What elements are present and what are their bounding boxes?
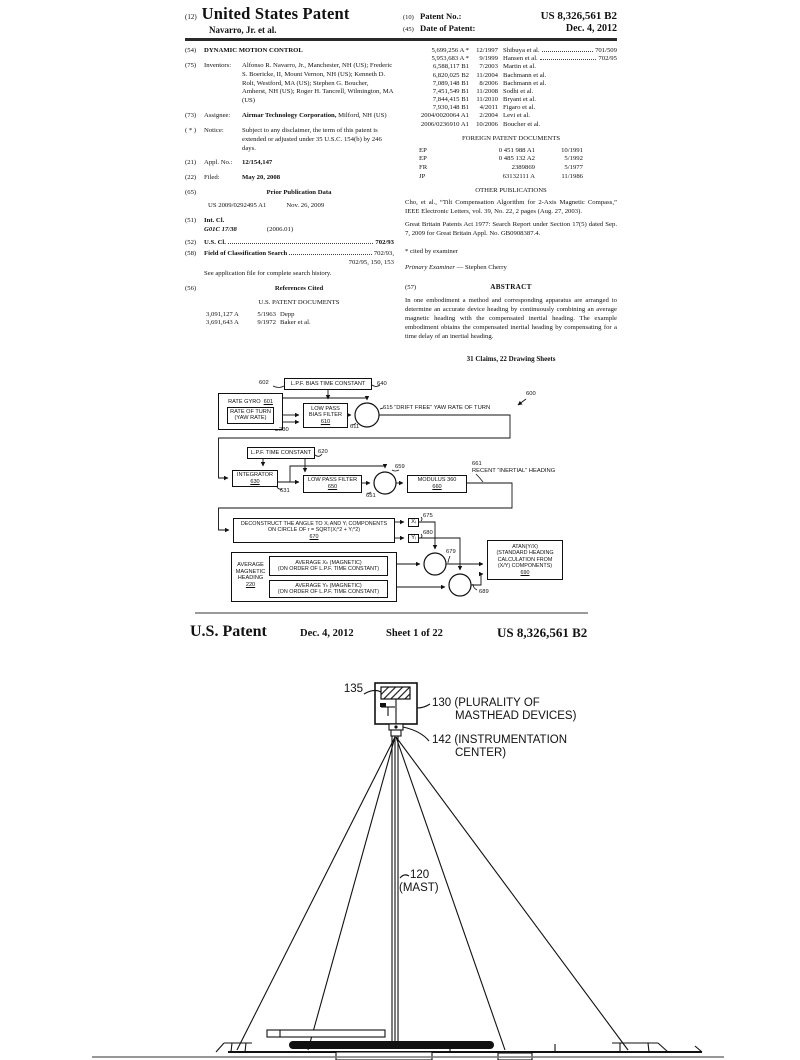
ref-650: 650 bbox=[327, 484, 338, 490]
citation-class: 701/509 bbox=[595, 47, 617, 54]
average-x-box bbox=[269, 556, 388, 576]
claims-line: 31 Claims, 22 Drawing Sheets bbox=[466, 355, 556, 364]
appl-no-label: Appl. No.: bbox=[204, 159, 233, 167]
citation-row bbox=[405, 112, 617, 120]
integrator-box bbox=[232, 470, 278, 487]
field-notice bbox=[185, 127, 394, 154]
country-code: JP bbox=[419, 172, 426, 180]
field-number-10: (10) bbox=[403, 14, 414, 21]
publication-paragraph: Cho, et al., “Tilt Compensation Algorithm for 2-Axis Magnetic Compass,” IEEE Electronic Letters, vol. 39, No. 22, 2 pages (Aug. 27, 2003). bbox=[405, 199, 617, 216]
ref-690: 690 bbox=[520, 569, 530, 576]
citation-ref: 6,588,117 B1 bbox=[433, 63, 469, 71]
ref-601: 601 bbox=[263, 399, 273, 406]
summing-junction-679 bbox=[424, 553, 446, 575]
citation-name: Bryant et al. bbox=[503, 96, 536, 104]
drift-free-output-label bbox=[383, 405, 490, 412]
field-number: (56) bbox=[185, 284, 197, 292]
box-label: Yᵢ bbox=[411, 535, 416, 542]
field-number-57: (57) bbox=[405, 284, 417, 292]
foreign-date: 11/1986 bbox=[561, 172, 583, 180]
label-130-connector bbox=[417, 704, 430, 708]
low-pass-bias-filter-box bbox=[303, 403, 348, 428]
output-label: RECENT “INERTIAL” HEADING bbox=[472, 467, 556, 474]
field-number: (73) bbox=[185, 112, 197, 120]
cabin-structure bbox=[336, 1052, 432, 1060]
x-component-box bbox=[408, 518, 419, 527]
foreign-date: 10/1991 bbox=[561, 146, 583, 154]
field-number: (65) bbox=[185, 189, 197, 197]
sailboat-figure bbox=[0, 650, 800, 1060]
citation-name: Levi et al. bbox=[503, 112, 530, 120]
sheet-date: Dec. 4, 2012 bbox=[300, 628, 354, 639]
prior-publication-heading: Prior Publication Data bbox=[266, 189, 332, 197]
label-line: (MAST) bbox=[399, 882, 439, 895]
us-patent-label: U.S. Patent bbox=[190, 623, 267, 640]
label-135-connector bbox=[364, 690, 381, 694]
field-65-prior-publication bbox=[185, 189, 394, 211]
header-left bbox=[185, 4, 350, 35]
citation-row bbox=[405, 55, 617, 63]
ref-230: 230 bbox=[279, 427, 289, 433]
dotted-leader bbox=[289, 254, 371, 255]
filed-label: Filed: bbox=[204, 174, 220, 182]
box-label: (YAW RATE) bbox=[234, 415, 267, 422]
field-number-45: (45) bbox=[403, 26, 414, 34]
foreign-citation-row bbox=[419, 147, 617, 156]
notice-label: Notice: bbox=[204, 126, 224, 134]
field-number: (51) bbox=[185, 216, 197, 224]
citation-name: Bachmann et al. bbox=[503, 71, 547, 79]
low-pass-filter-box bbox=[303, 475, 362, 493]
us-patent-documents-heading: U.S. PATENT DOCUMENTS bbox=[258, 298, 340, 306]
examiner-label: Primary Examiner bbox=[405, 264, 455, 272]
box-label: MAGNETIC bbox=[235, 568, 266, 575]
ref-600: 600 bbox=[526, 391, 536, 397]
foreign-date: 5/1977 bbox=[564, 163, 583, 171]
deconstruct-angle-box bbox=[233, 518, 395, 543]
citation-date: 7/2003 bbox=[479, 63, 498, 71]
citation-ref: 7,451,549 B1 bbox=[432, 87, 469, 95]
sheet-number: Sheet 1 of 22 bbox=[386, 628, 443, 639]
forestay-line bbox=[237, 737, 395, 1050]
dotted-leader bbox=[228, 243, 373, 244]
citation-ref: 7,844,415 B1 bbox=[432, 96, 469, 104]
examiner-name: — Stephen Cherry bbox=[456, 264, 507, 272]
appl-no-value: 12/154,147 bbox=[242, 159, 273, 167]
citation-name: Boucher et al. bbox=[503, 120, 541, 128]
inventors-value: Alfonso R. Navarro, Jr., Manchester, NH (US); Frederic S. Boericke, II, Mount Vernon, NH (US); Kenneth D. Rolt, Westford, MA (US); Stephen G. Boucher, Amherst, NH (US); Roger H. Tancrell, Wilmington, MA (US) bbox=[242, 61, 394, 105]
field-number: (54) bbox=[185, 47, 197, 54]
ref-631: 631 bbox=[280, 488, 290, 494]
ref-630: 630 bbox=[250, 478, 260, 485]
field-54-title bbox=[185, 47, 394, 56]
ref-660: 660 bbox=[432, 484, 442, 490]
left-column bbox=[185, 47, 394, 365]
ref-651: 651 bbox=[366, 493, 376, 499]
notice-value: Subject to any disclaimer, the term of this patent is extended or adjusted under 35 U.S.C. 154(b) by 246 days. bbox=[242, 126, 382, 152]
abstract-heading-row bbox=[405, 283, 617, 293]
sheet-patent-no: US 8,326,561 B2 bbox=[497, 625, 588, 640]
box-label: AVERAGE Xₕ (MAGNETIC) bbox=[295, 559, 362, 566]
ref-661: 661 bbox=[472, 461, 482, 467]
foreign-patent-documents-heading: FOREIGN PATENT DOCUMENTS bbox=[461, 134, 561, 142]
box-label: DECONSTRUCT THE ANGLE TO Xᵢ AND Yᵢ COMPONENTS bbox=[240, 520, 388, 527]
field-58-classification-search bbox=[185, 250, 394, 279]
lpf-bias-time-constant-box bbox=[284, 378, 372, 390]
box-label: ATAN(Y/X) bbox=[512, 544, 538, 551]
citation-ref: 2004/0020064 A1 bbox=[420, 112, 469, 120]
ref-610: 610 bbox=[320, 418, 331, 425]
invention-title: DYNAMIC MOTION CONTROL bbox=[204, 47, 303, 54]
country-code: FR bbox=[419, 163, 428, 171]
citation-name: Martin et al. bbox=[503, 63, 536, 71]
int-cl-year: (2006.01) bbox=[266, 225, 294, 233]
foreign-ref: 0 485 132 A2 bbox=[498, 155, 535, 163]
citation-ref: 7,089,148 B1 bbox=[432, 79, 469, 87]
citation-row bbox=[405, 80, 617, 88]
box-label: BIAS FILTER bbox=[308, 412, 343, 419]
date-of-patent-value: Dec. 4, 2012 bbox=[565, 23, 617, 35]
ref-680: 680 bbox=[423, 530, 433, 536]
citation-name: Sodhi et al. bbox=[503, 87, 534, 95]
publication-paragraph: Great Britain Patents Act 1977: Search Report under Section 17(5) dated Sep. 7, 2009 for Great Britain Appl. No. GB0908387.4. bbox=[405, 220, 617, 237]
citation-name: Figaro et al. bbox=[503, 104, 536, 112]
box-label: (X/Y) COMPONENTS) bbox=[497, 563, 553, 570]
label-line: MASTHEAD DEVICES) bbox=[455, 710, 577, 723]
search-history-note: See application file for complete search history. bbox=[204, 270, 332, 278]
summing-junction-651 bbox=[374, 472, 396, 494]
label-line: CENTER) bbox=[455, 747, 507, 760]
y-component-box bbox=[408, 534, 419, 543]
publication-number: US 2009/0292495 A1 bbox=[208, 201, 267, 209]
box-label: ON CIRCLE OF r = SQRT(Xᵢ^2 + Yᵢ^2) bbox=[267, 527, 361, 534]
document-title: United States Patent bbox=[201, 4, 350, 23]
box-label: RATE OF TURN bbox=[230, 408, 271, 415]
cited-by-examiner-note: * cited by examiner bbox=[405, 247, 458, 255]
right-column bbox=[405, 47, 617, 365]
mast-label bbox=[399, 869, 439, 895]
header-rule bbox=[185, 38, 617, 41]
citation-ref: 7,930,148 B1 bbox=[432, 104, 469, 112]
rate-gyro-box bbox=[218, 393, 283, 430]
citation-ref: 3,691,643 A bbox=[206, 318, 239, 326]
field-21-appl-no bbox=[185, 159, 394, 168]
citation-class: 702/95 bbox=[598, 55, 617, 63]
citation-name: Shibuya et al. bbox=[503, 47, 540, 54]
foreign-date: 5/1992 bbox=[564, 155, 583, 163]
citation-name: Hansen et al. bbox=[503, 55, 538, 63]
box-label: RATE GYRO bbox=[228, 399, 261, 406]
citation-name: Bachmann et al. bbox=[503, 79, 547, 87]
box-label: Xᵢ bbox=[411, 519, 416, 526]
box-label: LOW PASS bbox=[311, 405, 340, 412]
citation-row bbox=[204, 319, 394, 327]
foreign-citation-row bbox=[419, 164, 617, 173]
foreign-ref: 2389869 bbox=[511, 163, 535, 171]
box-label: LOW PASS FILTER bbox=[307, 477, 358, 484]
page-divider-line bbox=[195, 612, 588, 614]
country-code: EP bbox=[419, 146, 427, 154]
box-label: AVERAGE Yₕ (MAGNETIC) bbox=[295, 582, 362, 589]
lpf-time-constant-box bbox=[247, 447, 315, 459]
field-number: (21) bbox=[185, 159, 197, 167]
ref-611: 611 bbox=[350, 424, 360, 430]
citation-date: 9/1999 bbox=[479, 55, 498, 63]
field-search-value2: 702/95, 150, 153 bbox=[348, 259, 394, 267]
average-magnetic-heading-box bbox=[231, 552, 397, 602]
citation-row bbox=[405, 88, 617, 96]
rate-of-turn-box bbox=[227, 407, 274, 424]
ref-670: 670 bbox=[309, 533, 319, 540]
field-22-filed bbox=[185, 174, 394, 183]
citation-row bbox=[405, 121, 617, 129]
average-y-box bbox=[269, 580, 388, 598]
box-label: CALCULATION FROM bbox=[497, 556, 553, 563]
inventor-surname-line: Navarro, Jr. et al. bbox=[209, 25, 277, 35]
box-label: MODULUS 360 bbox=[417, 477, 457, 484]
citation-date: 5/1963 bbox=[257, 310, 276, 318]
citation-row bbox=[204, 311, 394, 319]
field-number: (22) bbox=[185, 174, 197, 182]
field-75-inventors bbox=[185, 62, 394, 106]
box-label: AVERAGE bbox=[237, 562, 264, 568]
masthead-devices-label bbox=[432, 697, 576, 723]
box-label: INTEGRATOR bbox=[236, 471, 274, 478]
kind-code-number: (12) bbox=[185, 13, 197, 21]
abstract-text: In one embodiment a method and corresponding apparatus are arranged to determine an accurate device heading by continuously combining an average magnetic heading with the compensated inertial heading. The example embodiment obtains the compensated inertial heading by compensating for a time delay of an inertial heading. bbox=[405, 297, 617, 340]
citation-ref: 6,820,025 B2 bbox=[432, 71, 469, 79]
field-search-value1: 702/93, bbox=[373, 250, 394, 258]
assignee-value bbox=[242, 112, 394, 121]
citation-row bbox=[405, 104, 617, 112]
ref-640: 640 bbox=[377, 381, 387, 387]
ref-659: 659 bbox=[395, 464, 405, 470]
citation-ref: 5,953,683 A * bbox=[431, 55, 469, 63]
average-magnetic-heading-title bbox=[234, 562, 267, 588]
foreign-citation-row bbox=[419, 173, 617, 182]
ref-675: 675 bbox=[423, 513, 433, 519]
boom-bar bbox=[289, 1041, 494, 1049]
citation-date: 11/2008 bbox=[476, 87, 498, 95]
box-label: (ON ORDER OF L.P.F. TIME CONSTANT) bbox=[277, 589, 380, 595]
citation-name: Depp bbox=[280, 310, 295, 318]
us-cl-value: 702/93 bbox=[375, 238, 394, 246]
label-142-connector bbox=[403, 727, 429, 741]
box-label: L.P.F. TIME CONSTANT bbox=[250, 449, 312, 456]
citation-row bbox=[405, 96, 617, 104]
field-number: (58) bbox=[185, 250, 197, 258]
assignee-name: Airmar Technology Corporation, bbox=[242, 112, 337, 120]
citation-row bbox=[405, 72, 617, 80]
other-publications-heading: OTHER PUBLICATIONS bbox=[475, 187, 547, 195]
citation-date: 11/2004 bbox=[476, 71, 498, 79]
foreign-citation-row bbox=[419, 155, 617, 164]
dotted-leader bbox=[542, 51, 593, 52]
ref-120: 120 bbox=[410, 869, 430, 881]
date-of-patent-label: Date of Patent: bbox=[420, 23, 476, 34]
heading-computation-block-diagram bbox=[215, 378, 587, 610]
publication-date: Nov. 26, 2009 bbox=[286, 201, 325, 209]
citation-date: 10/2006 bbox=[476, 120, 498, 128]
masthead-sensor bbox=[381, 687, 410, 699]
field-number: ( * ) bbox=[185, 126, 197, 134]
atan-box bbox=[487, 540, 563, 580]
instrumentation-center-label bbox=[432, 734, 567, 760]
ref-689: 689 bbox=[479, 589, 489, 595]
recent-inertial-heading-label bbox=[472, 461, 555, 475]
primary-examiner-line bbox=[405, 264, 617, 273]
ref-679: 679 bbox=[446, 549, 456, 555]
citation-row bbox=[405, 47, 617, 55]
label-line: 142 (INSTRUMENTATION bbox=[432, 734, 568, 746]
citation-date: 4/2011 bbox=[479, 104, 498, 112]
output-label: “DRIFT FREE” YAW RATE OF TURN bbox=[394, 405, 491, 411]
sheet-page-header bbox=[0, 620, 800, 646]
summing-junction-689 bbox=[449, 574, 471, 596]
field-number: (52) bbox=[185, 238, 197, 246]
citation-ref: 3,091,127 A bbox=[206, 310, 239, 318]
sailboat-drawing-svg bbox=[0, 650, 800, 1060]
citation-row bbox=[405, 63, 617, 71]
field-search-label: Field of Classification Search bbox=[204, 250, 288, 258]
foreign-ref: 0 451 988 A1 bbox=[498, 146, 535, 154]
field-56-references bbox=[185, 285, 394, 327]
ref-620: 620 bbox=[318, 449, 328, 455]
box-label: HEADING bbox=[237, 575, 264, 582]
box-label: L.P.F. BIAS TIME CONSTANT bbox=[290, 380, 366, 387]
abstract-heading: ABSTRACT bbox=[490, 283, 532, 292]
modulus-360-box bbox=[407, 475, 467, 493]
label-line: 130 (PLURALITY OF bbox=[432, 697, 540, 709]
patent-no-label: Patent No.: bbox=[420, 11, 462, 21]
assignee-location: Milford, NH (US) bbox=[338, 112, 387, 120]
country-code: EP bbox=[419, 155, 427, 163]
assignee-label: Assignee: bbox=[204, 112, 231, 120]
field-51-int-cl bbox=[185, 217, 394, 235]
field-number: (75) bbox=[185, 61, 197, 69]
citation-date: 9/1972 bbox=[257, 318, 276, 326]
us-cl-label: U.S. Cl. bbox=[204, 238, 226, 246]
ref-135: 135 bbox=[343, 683, 363, 695]
patent-front-page-header bbox=[185, 4, 617, 35]
int-cl-code: G01C 17/38 bbox=[204, 225, 237, 233]
inventors-label: Inventors: bbox=[204, 61, 232, 69]
header-right bbox=[403, 4, 617, 35]
filed-value: May 20, 2008 bbox=[242, 174, 281, 182]
bibliographic-columns bbox=[185, 47, 617, 365]
citation-ref: 2006/0236910 A1 bbox=[420, 120, 469, 128]
citation-date: 11/2010 bbox=[476, 96, 498, 104]
dotted-leader bbox=[540, 59, 597, 60]
int-cl-label: Int. Cl. bbox=[204, 216, 225, 224]
citation-date: 2/2004 bbox=[479, 112, 498, 120]
field-73-assignee bbox=[185, 112, 394, 121]
foreign-ref: 63132111 A bbox=[502, 172, 535, 180]
patent-no-value: US 8,326,561 B2 bbox=[540, 10, 617, 22]
ref-220: 220 bbox=[245, 581, 256, 588]
boom-outline bbox=[267, 1030, 385, 1037]
references-cited-heading: References Cited bbox=[274, 284, 324, 292]
ref-615: 615 bbox=[383, 405, 393, 411]
citation-ref: 5,699,256 A * bbox=[431, 47, 469, 54]
box-label: (STANDARD HEADING bbox=[496, 550, 554, 557]
ref-602: 602 bbox=[259, 380, 269, 386]
box-label: (ON ORDER OF L.P.F. TIME CONSTANT) bbox=[277, 566, 380, 572]
field-52-us-cl bbox=[185, 239, 394, 248]
citation-date: 8/2006 bbox=[479, 79, 498, 87]
citation-date: 12/1997 bbox=[476, 47, 498, 54]
citation-name: Baker et al. bbox=[280, 318, 311, 326]
